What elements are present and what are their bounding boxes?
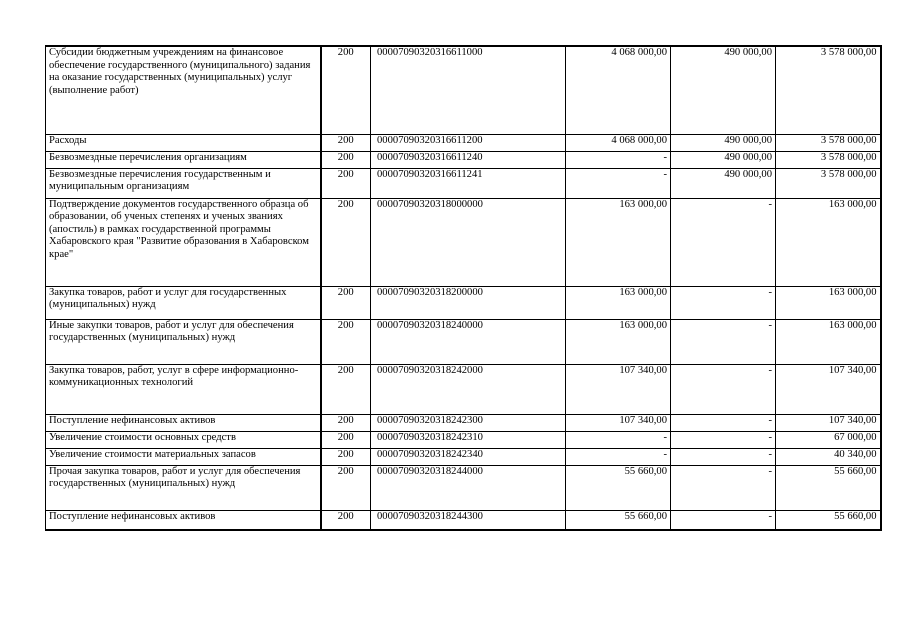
row-unexecuted-cell: 55 660,00 — [776, 465, 881, 510]
row-unexecuted-cell: 3 578 000,00 — [776, 151, 881, 168]
row-kbk-cell: 00007090320318242310 — [371, 431, 566, 448]
row-code-cell: 200 — [321, 465, 371, 510]
table-row — [46, 364, 881, 414]
row-unexecuted-cell: 3 578 000,00 — [776, 168, 881, 198]
row-name-cell: Увеличение стоимости материальных запасов — [46, 448, 321, 465]
row-name-cell: Увеличение стоимости основных средств — [46, 431, 321, 448]
row-unexecuted-cell: 40 340,00 — [776, 448, 881, 465]
row-name-cell: Иные закупки товаров, работ и услуг для обеспечения государственных (муниципальных) нужд — [46, 319, 321, 364]
row-unexecuted-cell: 163 000,00 — [776, 198, 881, 286]
row-kbk-cell: 00007090320318000000 — [371, 198, 566, 286]
row-kbk-cell: 00007090320318242300 — [371, 414, 566, 431]
table-row — [46, 319, 881, 364]
row-name-cell: Безвозмездные перечисления организациям — [46, 151, 321, 168]
row-kbk-cell: 00007090320318240000 — [371, 319, 566, 364]
row-approved-cell: 55 660,00 — [566, 465, 671, 510]
row-unexecuted-cell: 3 578 000,00 — [776, 46, 881, 134]
row-executed-cell: - — [671, 465, 776, 510]
row-approved-cell: 163 000,00 — [566, 319, 671, 364]
row-code-cell: 200 — [321, 364, 371, 414]
row-unexecuted-cell: 55 660,00 — [776, 510, 881, 530]
table-row — [46, 431, 881, 448]
row-executed-cell: - — [671, 448, 776, 465]
row-code-cell: 200 — [321, 134, 371, 151]
row-approved-cell: 55 660,00 — [566, 510, 671, 530]
row-name-cell: Поступление нефинансовых активов — [46, 510, 321, 530]
row-code-cell: 200 — [321, 198, 371, 286]
row-executed-cell: 490 000,00 — [671, 151, 776, 168]
row-unexecuted-cell: 163 000,00 — [776, 319, 881, 364]
budget-report-table — [45, 45, 882, 531]
row-unexecuted-cell: 107 340,00 — [776, 364, 881, 414]
row-code-cell: 200 — [321, 151, 371, 168]
row-executed-cell: - — [671, 286, 776, 319]
table-body — [46, 46, 881, 530]
row-approved-cell: 163 000,00 — [566, 286, 671, 319]
table-row — [46, 465, 881, 510]
row-name-cell: Расходы — [46, 134, 321, 151]
row-name-cell: Безвозмездные перечисления государственным и муниципальным организациям — [46, 168, 321, 198]
row-kbk-cell: 00007090320318242000 — [371, 364, 566, 414]
row-executed-cell: 490 000,00 — [671, 46, 776, 134]
row-name-cell: Закупка товаров, работ и услуг для государственных (муниципальных) нужд — [46, 286, 321, 319]
row-executed-cell: 490 000,00 — [671, 134, 776, 151]
row-code-cell: 200 — [321, 286, 371, 319]
row-approved-cell: 107 340,00 — [566, 414, 671, 431]
row-unexecuted-cell: 163 000,00 — [776, 286, 881, 319]
row-unexecuted-cell: 3 578 000,00 — [776, 134, 881, 151]
row-executed-cell: - — [671, 414, 776, 431]
row-code-cell: 200 — [321, 448, 371, 465]
row-executed-cell: - — [671, 364, 776, 414]
row-name-cell: Поступление нефинансовых активов — [46, 414, 321, 431]
row-code-cell: 200 — [321, 431, 371, 448]
row-code-cell: 200 — [321, 46, 371, 134]
row-kbk-cell: 00007090320316611240 — [371, 151, 566, 168]
row-unexecuted-cell: 67 000,00 — [776, 431, 881, 448]
table-row — [46, 414, 881, 431]
table-row — [46, 46, 881, 134]
row-kbk-cell: 00007090320316611241 — [371, 168, 566, 198]
row-kbk-cell: 00007090320318242340 — [371, 448, 566, 465]
row-kbk-cell: 00007090320318244300 — [371, 510, 566, 530]
table-row — [46, 286, 881, 319]
table-row — [46, 510, 881, 530]
row-code-cell: 200 — [321, 414, 371, 431]
row-kbk-cell: 00007090320318200000 — [371, 286, 566, 319]
table-row — [46, 151, 881, 168]
table-row — [46, 168, 881, 198]
row-approved-cell: 163 000,00 — [566, 198, 671, 286]
row-approved-cell: - — [566, 151, 671, 168]
row-unexecuted-cell: 107 340,00 — [776, 414, 881, 431]
row-name-cell: Прочая закупка товаров, работ и услуг для обеспечения государственных (муниципальных) нужд — [46, 465, 321, 510]
row-code-cell: 200 — [321, 319, 371, 364]
row-executed-cell: - — [671, 431, 776, 448]
row-approved-cell: - — [566, 431, 671, 448]
row-executed-cell: - — [671, 510, 776, 530]
row-kbk-cell: 00007090320316611200 — [371, 134, 566, 151]
table-row — [46, 134, 881, 151]
row-executed-cell: - — [671, 198, 776, 286]
row-kbk-cell: 00007090320318244000 — [371, 465, 566, 510]
row-approved-cell: 4 068 000,00 — [566, 46, 671, 134]
row-executed-cell: 490 000,00 — [671, 168, 776, 198]
row-kbk-cell: 00007090320316611000 — [371, 46, 566, 134]
row-name-cell: Субсидии бюджетным учреждениям на финансовое обеспечение государственного (муниципального) задания на оказание государственных (муниципальных) услуг (выполнение работ) — [46, 46, 321, 134]
row-code-cell: 200 — [321, 510, 371, 530]
row-name-cell: Подтверждение документов государственного образца об образовании, об ученых степенях и ученых званиях (апостиль) в рамках государственной программы Хабаровского края "Развитие образования в Хабаровском крае" — [46, 198, 321, 286]
table-row — [46, 448, 881, 465]
table-row — [46, 198, 881, 286]
row-approved-cell: 4 068 000,00 — [566, 134, 671, 151]
row-approved-cell: - — [566, 448, 671, 465]
row-approved-cell: - — [566, 168, 671, 198]
row-name-cell: Закупка товаров, работ, услуг в сфере информационно-коммуникационных технологий — [46, 364, 321, 414]
row-code-cell: 200 — [321, 168, 371, 198]
row-approved-cell: 107 340,00 — [566, 364, 671, 414]
row-executed-cell: - — [671, 319, 776, 364]
